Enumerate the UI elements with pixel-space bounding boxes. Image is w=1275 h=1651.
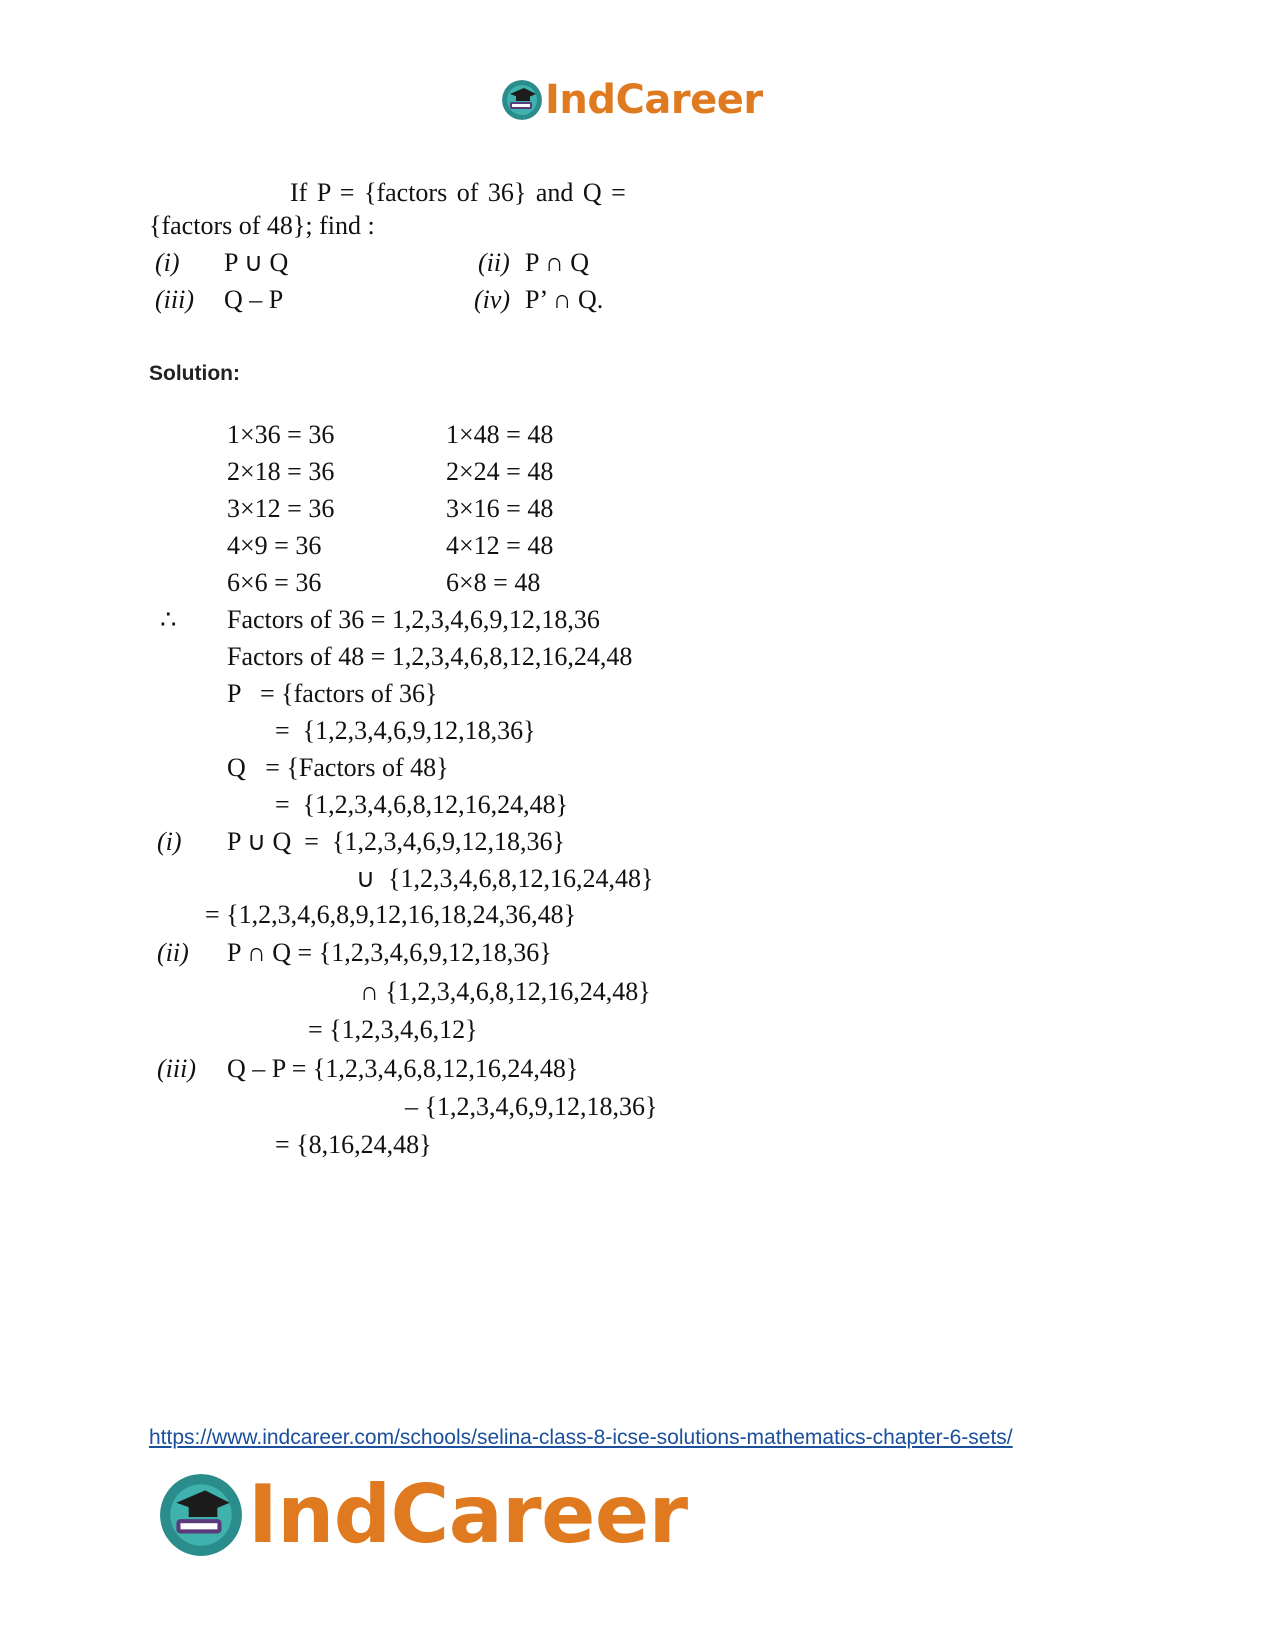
- factor-row-left: 2×18 = 36: [227, 457, 335, 486]
- question-line-2: {factors of 48}; find :: [149, 211, 375, 240]
- graduation-cap-book-globe-icon: [160, 1474, 242, 1556]
- part-expr-iii: Q – P: [224, 285, 284, 314]
- solution-label-iii: (iii): [157, 1054, 196, 1083]
- part-label-iii: (iii): [155, 285, 194, 314]
- factor-row-left: 1×36 = 36: [227, 420, 335, 449]
- logo-text: IndCareer: [248, 1468, 688, 1561]
- factor-row-left: 3×12 = 36: [227, 494, 335, 523]
- factor-row-left: 6×6 = 36: [227, 568, 322, 597]
- set-q-definition: Q = {Factors of 48}: [227, 753, 449, 782]
- union-line-2: ∪ {1,2,3,4,6,8,12,16,24,48}: [356, 864, 654, 893]
- set-q-elements: = {1,2,3,4,6,8,12,16,24,48}: [275, 790, 569, 819]
- factor-row-right: 6×8 = 48: [446, 568, 541, 597]
- source-url-link[interactable]: https://www.indcareer.com/schools/selina-class-8-icse-solutions-mathematics-chapter-6-sets/: [149, 1426, 1013, 1449]
- solution-label-i: (i): [157, 827, 182, 856]
- union-result: = {1,2,3,4,6,8,9,12,16,18,24,36,48}: [205, 900, 577, 929]
- factor-row-right: 1×48 = 48: [446, 420, 554, 449]
- part-expr-i: P ∪ Q: [224, 248, 289, 277]
- solution-heading: Solution:: [149, 362, 240, 385]
- set-p-elements: = {1,2,3,4,6,9,12,18,36}: [275, 716, 536, 745]
- intersection-line-1: P ∩ Q = {1,2,3,4,6,9,12,18,36}: [227, 938, 552, 967]
- difference-line-2: – {1,2,3,4,6,9,12,18,36}: [405, 1092, 658, 1121]
- part-label-i: (i): [155, 248, 180, 277]
- header-logo: [502, 78, 763, 122]
- solution-label-ii: (ii): [157, 938, 189, 967]
- difference-line-1: Q – P = {1,2,3,4,6,8,12,16,24,48}: [227, 1054, 579, 1083]
- part-expr-ii: P ∩ Q: [525, 248, 590, 277]
- factors-36-line: Factors of 36 = 1,2,3,4,6,9,12,18,36: [227, 605, 600, 634]
- factor-row-right: 2×24 = 48: [446, 457, 554, 486]
- part-label-iv: (iv): [474, 285, 511, 314]
- graduation-cap-book-globe-icon: [502, 80, 542, 120]
- footer-logo: [160, 1470, 688, 1560]
- set-p-definition: P = {factors of 36}: [227, 679, 438, 708]
- therefore-symbol: ∴: [160, 605, 177, 634]
- part-label-ii: (ii): [478, 248, 510, 277]
- intersection-line-2: ∩ {1,2,3,4,6,8,12,16,24,48}: [360, 977, 651, 1006]
- part-expr-iv: P’ ∩ Q.: [525, 285, 604, 314]
- factor-row-left: 4×9 = 36: [227, 531, 322, 560]
- intersection-result: = {1,2,3,4,6,12}: [308, 1015, 478, 1044]
- difference-result: = {8,16,24,48}: [275, 1130, 432, 1159]
- logo-text: IndCareer: [545, 77, 763, 123]
- factors-48-line: Factors of 48 = 1,2,3,4,6,8,12,16,24,48: [227, 642, 633, 671]
- question-line-1: If P = {factors of 36} and Q =: [290, 178, 626, 207]
- factor-row-right: 3×16 = 48: [446, 494, 554, 523]
- factor-row-right: 4×12 = 48: [446, 531, 554, 560]
- union-line-1: P ∪ Q = {1,2,3,4,6,9,12,18,36}: [227, 827, 565, 856]
